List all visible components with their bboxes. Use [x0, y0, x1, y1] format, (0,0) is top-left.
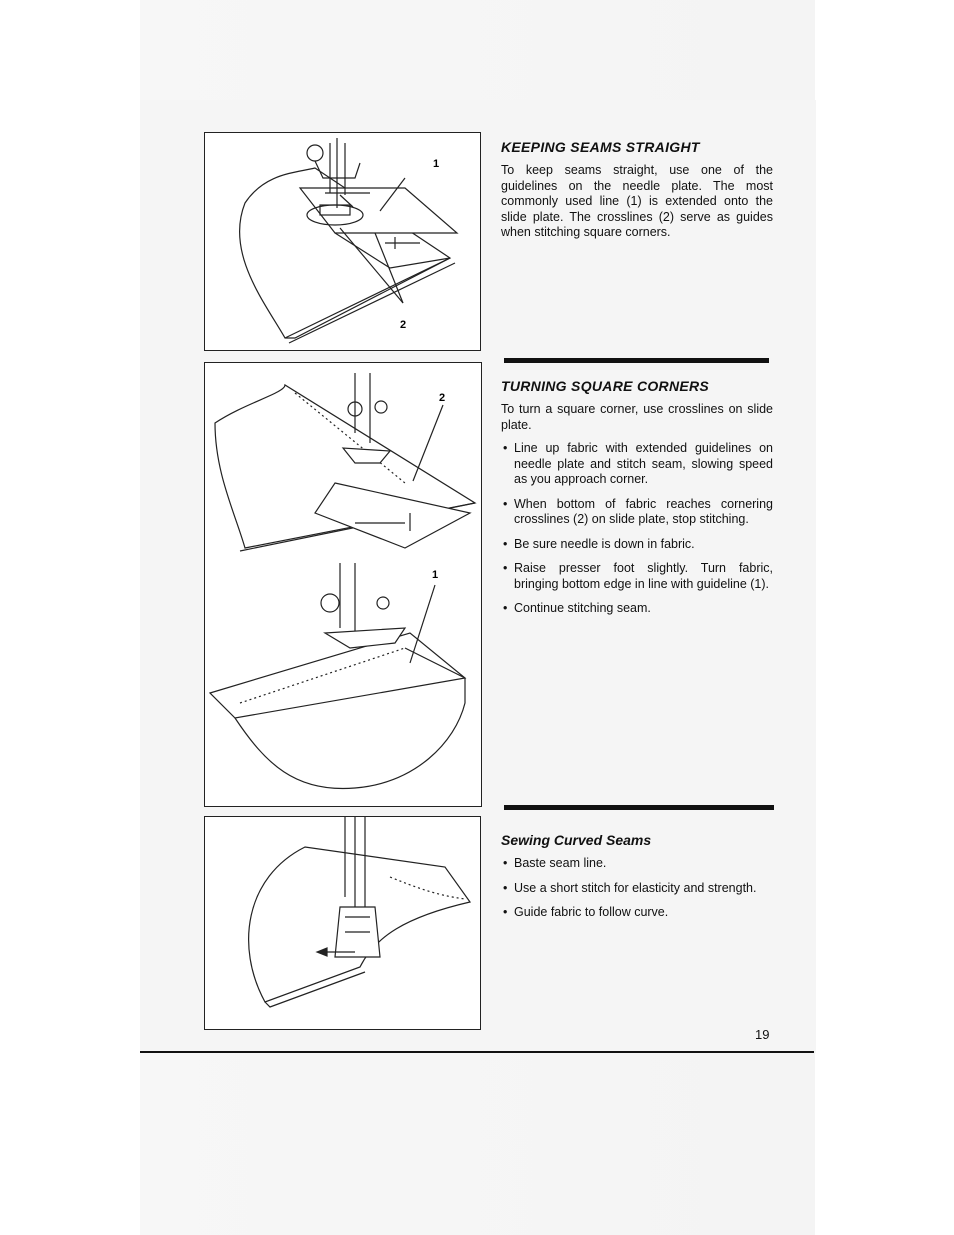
list-item: • Use a short stitch for elasticity and strength. [501, 881, 773, 897]
figure-turning-square-corners [204, 362, 482, 807]
list-item: • Continue stitching seam. [501, 601, 773, 617]
section-heading: KEEPING SEAMS STRAIGHT [501, 139, 700, 155]
section-divider [504, 805, 774, 810]
figure-label-1: 1 [433, 158, 440, 170]
section-sewing-curved-seams [501, 832, 773, 930]
list-item: • Be sure needle is down in fabric. [501, 537, 773, 553]
square-corner-illustration [205, 363, 481, 806]
section-heading: Sewing Curved Seams [501, 832, 652, 848]
list-item: • Guide fabric to follow curve. [501, 905, 773, 921]
page-number: 19 [755, 1027, 770, 1042]
list-item: • When bottom of fabric reaches cornering crosslines (2) on slide plate, stop stitching. [501, 497, 773, 528]
bullet-list [501, 441, 773, 617]
section-divider [504, 358, 769, 363]
sewing-machine-guidelines-illustration [205, 133, 480, 350]
figure-label-1: 1 [432, 569, 439, 581]
section-paragraph: To turn a square corner, use crosslines on slide plate. [501, 402, 773, 432]
curved-seam-illustration [205, 817, 480, 1029]
figure-label-2: 2 [439, 392, 446, 404]
bullet-list [501, 856, 773, 921]
section-heading: TURNING SQUARE CORNERS [501, 378, 710, 394]
figure-label-2: 2 [400, 319, 407, 331]
list-item: • Line up fabric with extended guidelines on needle plate and stitch seam, slowing speed as you approach corner. [501, 441, 773, 488]
section-turning-square-corners [501, 378, 773, 626]
figure-keeping-seams-straight [204, 132, 481, 351]
footer-rule [140, 1051, 814, 1053]
list-item: • Raise presser foot slightly. Turn fabric, bringing bottom edge in line with guideline (1). [501, 561, 773, 592]
section-paragraph: To keep seams straight, use one of the guidelines on the needle plate. The most commonly used line (1) is extended onto the slide plate. The crosslines (2) serve as guides when stitching square corners. [501, 163, 773, 239]
list-item: • Baste seam line. [501, 856, 773, 872]
section-keeping-seams-straight [501, 139, 773, 249]
figure-sewing-curved-seams [204, 816, 481, 1030]
